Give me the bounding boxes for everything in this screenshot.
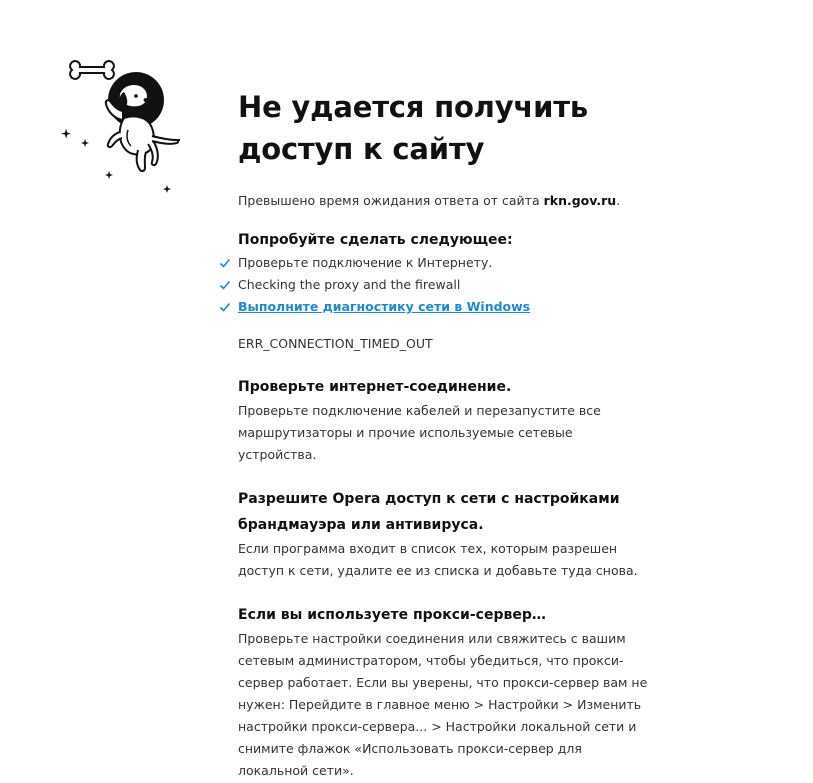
network-diagnostics-link[interactable]: Выполните диагностику сети в Windows <box>238 299 531 314</box>
section-proxy <box>238 602 668 782</box>
bone-icon <box>70 61 114 79</box>
timeout-prefix: Превышено время ожидания ответа от сайта <box>238 193 544 208</box>
space-dog-illustration <box>58 56 198 196</box>
section-title: Если вы используете прокси-сервер… <box>238 607 546 623</box>
check-icon <box>219 279 231 291</box>
timeout-site: rkn.gov.ru <box>543 193 617 208</box>
check-icon <box>219 301 231 313</box>
section-check-connection <box>238 374 668 466</box>
suggestion-label: Проверьте подключение к Интернету. <box>238 255 493 270</box>
timeout-message <box>238 192 668 210</box>
timeout-suffix: . <box>616 193 621 208</box>
suggestion-item <box>238 274 668 296</box>
section-title: Разрешите Opera доступ к сети с настройками брандмауэра или антивируса. <box>238 491 620 533</box>
error-content <box>238 86 668 782</box>
suggestions-list <box>238 252 668 318</box>
suggestion-item <box>238 296 668 318</box>
section-title: Проверьте интернет-соединение. <box>238 379 512 395</box>
suggestion-item <box>238 252 668 274</box>
section-firewall <box>238 486 668 582</box>
section-body: Проверьте настройки соединения или свяжитесь с вашим сетевым администратором, чтобы убедиться, что прокси-сервер работает. Если вы уверены, что прокси-сервер вам не нужен: Перейдите в главное меню > Настройки > Изменить настройки прокси-сервера... > Настройки локальной сети и снимите флажок «Использовать прокси-сервер для локальной сети». <box>238 631 648 778</box>
page-title: Не удается получить доступ к сайту <box>238 90 588 166</box>
suggestions-title: Попробуйте сделать следующее: <box>238 232 513 248</box>
error-code: ERR_CONNECTION_TIMED_OUT <box>238 336 433 351</box>
check-icon <box>219 257 231 269</box>
suggestion-label: Checking the proxy and the firewall <box>238 277 461 292</box>
section-body: Проверьте подключение кабелей и перезапустите все маршрутизаторы и прочие используемые сетевые устройства. <box>238 403 601 462</box>
section-body: Если программа входит в список тех, которым разрешен доступ к сети, удалите ее из списка и добавьте туда снова. <box>238 541 638 578</box>
